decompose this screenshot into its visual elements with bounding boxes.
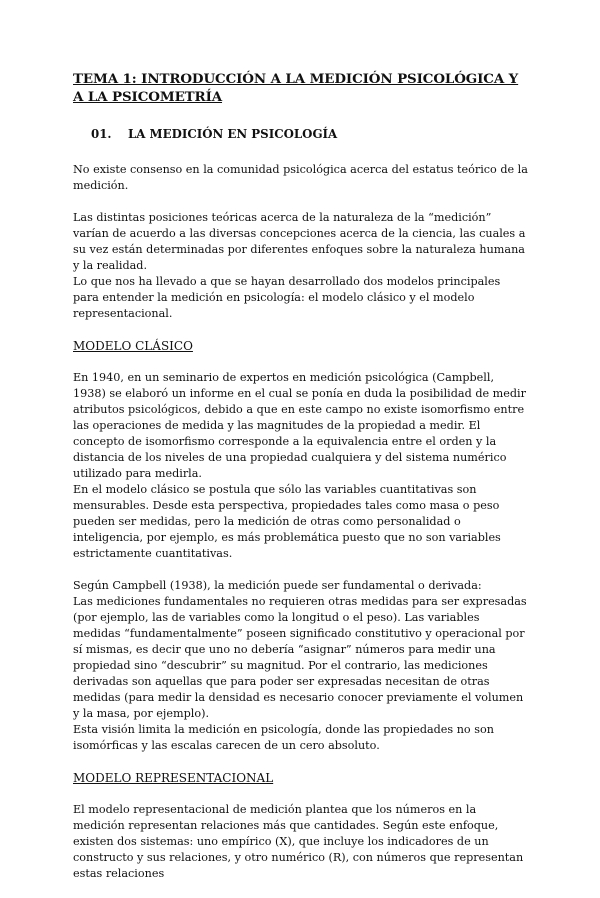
section-number: 01.: [91, 127, 112, 141]
classic-paragraph-2c: Esta visión limita la medición en psicología, donde las propiedades no son isomórficas y las escalas carecen de un cero absoluto.: [73, 723, 494, 752]
classic-model-heading: MODELO CLÁSICO: [73, 339, 193, 353]
document-page: [73, 70, 528, 898]
intro-paragraph-2b: Lo que nos ha llevado a que se hayan desarrollado dos modelos principales para entender la medición en psicología: el modelo clásico y el modelo representacional.: [73, 275, 501, 320]
classic-paragraph-1: [73, 370, 528, 562]
intro-paragraph-1: No existe consenso en la comunidad psicológica acerca del estatus teórico de la medición.: [73, 163, 528, 192]
representational-model-heading: MODELO REPRESENTACIONAL: [73, 771, 274, 785]
document-title: TEMA 1: INTRODUCCIÓN A LA MEDICIÓN PSICOLÓGICA Y A LA PSICOMETRÍA: [73, 71, 519, 105]
section-label: LA MEDICIÓN EN PSICOLOGÍA: [128, 127, 338, 141]
intro-paragraph-2: [73, 210, 528, 322]
representational-paragraph-1: El modelo representacional de medición plantea que los números en la medición representan relaciones más que cantidades. Según este enfoque, existen dos sistemas: uno empírico (X), que incluye los indicadores de un constructo y sus relaciones, y otro numérico (R), con números que representan estas relaciones: [73, 803, 524, 880]
classic-paragraph-2b: Las mediciones fundamentales no requieren otras medidas para ser expresadas (por ejemplo, las de variables como la longitud o el peso). Las variables medidas “fundamentalmente” poseen significado constitutivo y operacional por sí mismas, es decir que uno no debería “asignar” números para medir una propiedad sino “descubrir” su magnitud. Por el contrario, las mediciones derivadas son aquellas que para poder ser expresadas necesitan de otras medidas (para medir la densidad es necesario conocer previamente el volumen y la masa, por ejemplo).: [73, 595, 527, 720]
classic-paragraph-1b: En el modelo clásico se postula que sólo las variables cuantitativas son mensurables. Desde esta perspectiva, propiedades tales como masa o peso pueden ser medidas, pero la medición de otras como personalidad o inteligencia, por ejemplo, es más problemática puesto que no son variables estrictamente cuantitativas.: [73, 483, 501, 560]
section-heading: [91, 126, 528, 142]
classic-paragraph-2: [73, 578, 528, 754]
intro-paragraph-2a: Las distintas posiciones teóricas acerca de la naturaleza de la “medición” varían de acuerdo a las diversas concepciones acerca de la ciencia, las cuales a su vez están determinadas por diferentes enfoques sobre la naturaleza humana y la realidad.: [73, 211, 526, 272]
classic-paragraph-1a: En 1940, en un seminario de expertos en medición psicológica (Campbell, 1938) se elaboró un informe en el cual se ponía en duda la posibilidad de medir atributos psicológicos, debido a que en este campo no existe isomorfismo entre las operaciones de medida y las magnitudes de la propiedad a medir. El concepto de isomorfismo corresponde a la equivalencia entre el orden y la distancia de los niveles de una propiedad cualquiera y del sistema numérico utilizado para medirla.: [73, 371, 526, 480]
classic-paragraph-2a: Según Campbell (1938), la medición puede ser fundamental o derivada:: [73, 579, 482, 592]
